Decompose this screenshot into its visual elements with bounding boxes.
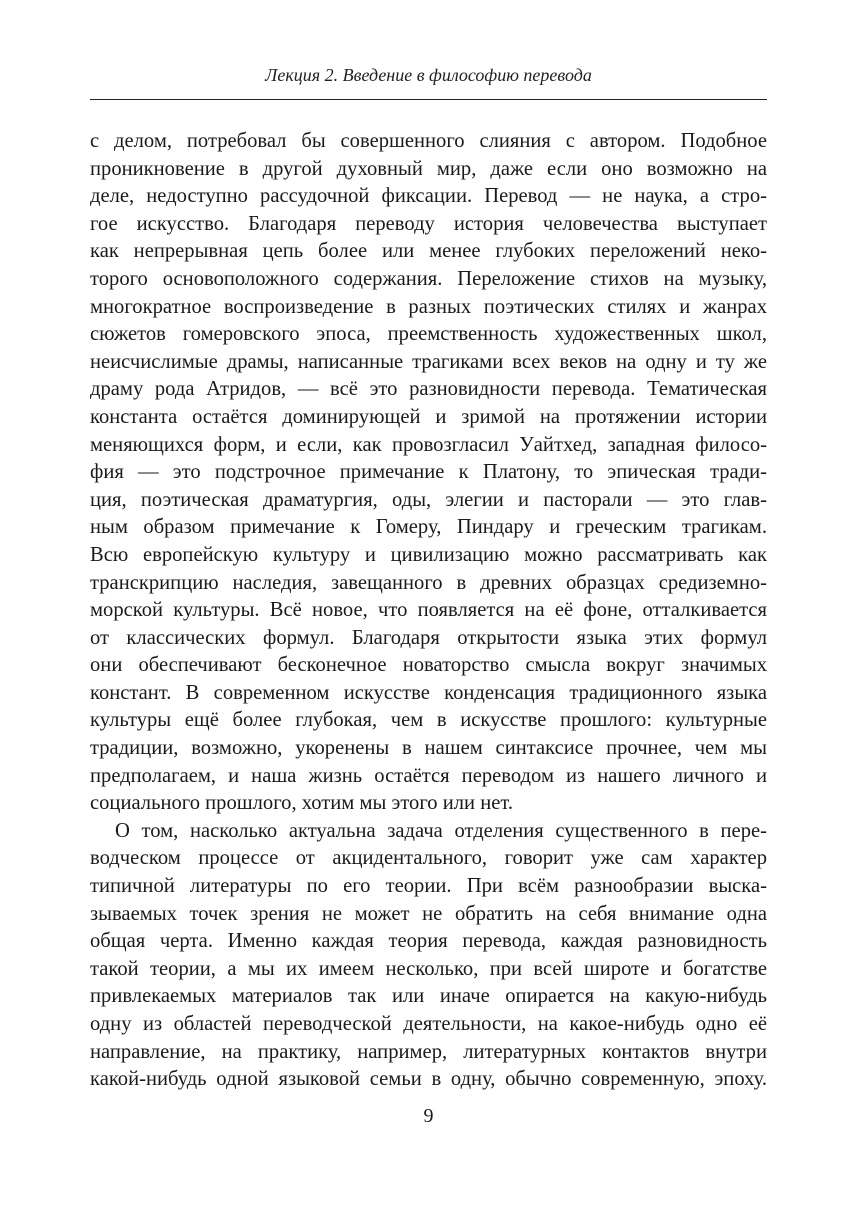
page-number: 9 xyxy=(423,1105,434,1127)
text-line: торого основоположного содержания. Переложение стихов на музыку, xyxy=(90,267,767,290)
text-line: с делом, потребовал бы совершенного слияния с автором. Подобное xyxy=(90,130,767,152)
text-line: водческом процессе от акцидентального, говорит уже сам характер xyxy=(90,847,767,870)
text-line: привлекаемых материалов так или иначе опирается на какую-нибудь xyxy=(90,985,767,1008)
text-line: сюжетов гомеровского эпоса, преемственность художественных школ, xyxy=(90,323,767,346)
text-line: традиции, возможно, укоренены в нашем синтаксисе прочнее, чем мы xyxy=(90,737,767,760)
text-line: константа остаётся доминирующей и зримой на протяжении истории xyxy=(90,405,767,428)
paragraph-2 xyxy=(90,818,767,1094)
text-line: гое искусство. Благодаря переводу история человечества выступает xyxy=(90,212,767,235)
text-line: драму рода Атридов, — всё это разновидности перевода. Тематическая xyxy=(90,378,767,401)
text-line: такой теории, а мы их имеем несколько, при всей широте и богатстве xyxy=(90,957,767,980)
text-line: от классических формул. Благодаря открытости языка этих формул xyxy=(90,626,767,649)
text-line: общая черта. Именно каждая теория перевода, каждая разновидность xyxy=(90,930,767,953)
text-line: О том, насколько актуальна задача отделения существенного в пере- xyxy=(115,819,767,842)
text-line: неисчислимые драмы, написанные трагиками всех веков на одну и ту же xyxy=(90,350,767,373)
body-text xyxy=(90,128,767,1094)
text-line: какой-нибудь одной языковой семьи в одну, обычно современную, эпоху. xyxy=(90,1068,767,1091)
text-line: культуры ещё более глубокая, чем в искусстве прошлого: культурные xyxy=(90,709,767,732)
text-line: предполагаем, и наша жизнь остаётся переводом из нашего личного и xyxy=(90,764,767,787)
text-line: констант. В современном искусстве конденсация традиционного языка xyxy=(90,681,767,704)
text-line: типичной литературы по его теории. При всём разнообразии выска- xyxy=(90,875,767,898)
text-line: направление, на практику, например, литературных контактов внутри xyxy=(90,1040,767,1063)
paragraph-1 xyxy=(90,128,767,818)
text-line: проникновение в другой духовный мир, даже если оно возможно на xyxy=(90,157,767,180)
text-line: ным образом примечание к Гомеру, Пиндару и греческим трагикам. xyxy=(90,516,767,539)
text-line: Всю европейскую культуру и цивилизацию можно рассматривать как xyxy=(90,543,767,566)
text-line: как непрерывная цепь более или менее глубоких переложений неко- xyxy=(90,240,767,263)
text-line: деле, недоступно рассудочной фиксации. Перевод — не наука, а стро- xyxy=(90,185,767,208)
text-line: многократное воспроизведение в разных поэтических стилях и жанрах xyxy=(90,295,767,318)
text-line: транскрипцию наследия, завещанного в древних образцах средиземно- xyxy=(90,571,767,594)
text-line: ция, поэтическая драматургия, оды, элегии и пасторали — это глав- xyxy=(90,488,767,511)
text-line: социального прошлого, хотим мы этого или нет. xyxy=(90,792,513,815)
text-line: зываемых точек зрения не может не обратить на себя внимание одна xyxy=(90,902,767,925)
text-line: они обеспечивают бесконечное новаторство смысла вокруг значимых xyxy=(90,654,767,677)
header-rule xyxy=(90,99,767,100)
running-header: Лекция 2. Введение в философию перевода xyxy=(265,65,592,85)
text-line: фия — это подстрочное примечание к Платону, то эпическая тради- xyxy=(90,461,767,484)
text-line: меняющихся форм, и если, как провозгласил Уайтхед, западная филосо- xyxy=(90,433,767,456)
text-line: одну из областей переводческой деятельности, на какое-нибудь одно её xyxy=(90,1013,767,1035)
text-line: морской культуры. Всё новое, что появляется на её фоне, отталкивается xyxy=(90,599,767,622)
